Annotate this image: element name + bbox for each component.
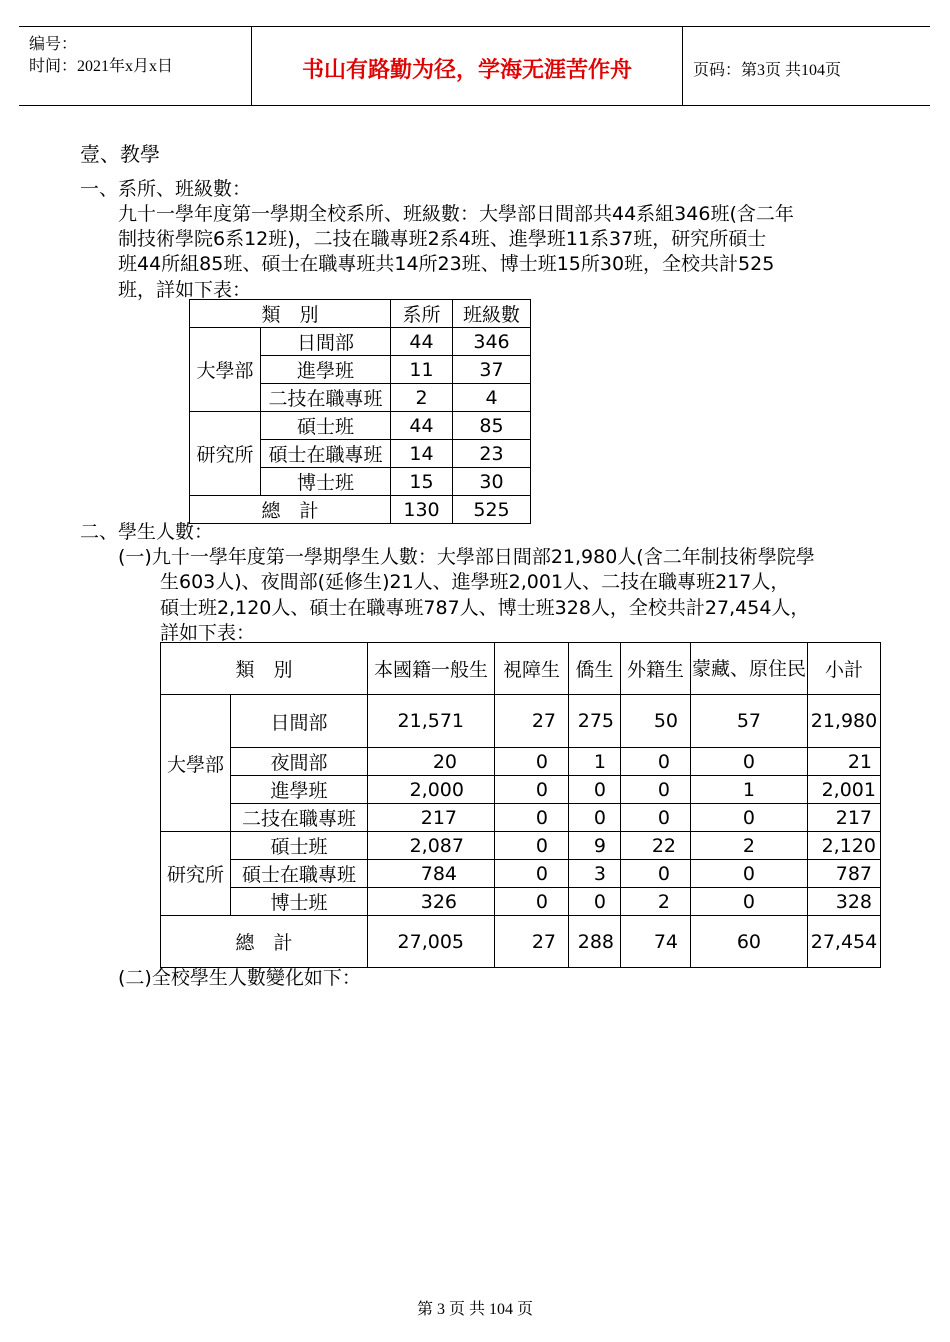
value-cell: 0 bbox=[495, 748, 569, 776]
value-cell: 0 bbox=[569, 804, 621, 832]
table-row bbox=[161, 748, 881, 776]
classes-cell: 23 bbox=[453, 440, 531, 468]
value-cell: 3 bbox=[569, 860, 621, 888]
value-cell: 2,000 bbox=[368, 776, 495, 804]
header-dept: 系所 bbox=[391, 300, 453, 328]
total-row bbox=[161, 916, 881, 968]
value-cell: 2,120 bbox=[808, 832, 881, 860]
total-dept: 130 bbox=[391, 496, 453, 524]
value-cell: 275 bbox=[569, 695, 621, 748]
table-header-row bbox=[161, 643, 881, 695]
value-cell: 217 bbox=[808, 804, 881, 832]
dept-cell: 44 bbox=[391, 328, 453, 356]
value-cell: 2 bbox=[691, 832, 808, 860]
s2-heading: 二、學生人數： bbox=[80, 521, 214, 543]
value-cell: 9 bbox=[569, 832, 621, 860]
s2-para-line: 詳如下表： bbox=[160, 622, 256, 644]
value-cell: 0 bbox=[691, 748, 808, 776]
s1-para-line: 九十一學年度第一學期全校系所、班級數：大學部日間部共44系組346班(含二年 bbox=[118, 203, 794, 225]
value-cell: 0 bbox=[691, 804, 808, 832]
value-cell: 2 bbox=[621, 888, 691, 916]
value-cell: 2,087 bbox=[368, 832, 495, 860]
table-row bbox=[161, 804, 881, 832]
s1-heading: 一、系所、班級數： bbox=[80, 178, 252, 200]
s1-para-line: 班44所組85班、碩士在職專班共14所23班、博士班15所30班，全校共計525 bbox=[118, 253, 775, 275]
header-classes: 班級數 bbox=[453, 300, 531, 328]
row-label: 日間部 bbox=[231, 695, 368, 748]
row-label: 日間部 bbox=[261, 328, 391, 356]
table-row bbox=[190, 328, 531, 356]
group-label: 大學部 bbox=[190, 328, 261, 412]
value-cell: 0 bbox=[495, 776, 569, 804]
page-header bbox=[19, 26, 930, 106]
dept-cell: 15 bbox=[391, 468, 453, 496]
total-cell: 27 bbox=[495, 916, 569, 968]
row-label: 二技在職專班 bbox=[231, 804, 368, 832]
header-col: 蒙藏、原住民 bbox=[691, 643, 808, 695]
s2-para-line: (一)九十一學年度第一學期學生人數：大學部日間部21,980人(含二年制技術學院學 bbox=[118, 546, 815, 568]
value-cell: 0 bbox=[691, 888, 808, 916]
value-cell: 0 bbox=[621, 804, 691, 832]
total-cell: 288 bbox=[569, 916, 621, 968]
classes-cell: 85 bbox=[453, 412, 531, 440]
header-col: 本國籍一般生 bbox=[368, 643, 495, 695]
value-cell: 0 bbox=[495, 832, 569, 860]
total-cell: 60 bbox=[691, 916, 808, 968]
value-cell: 0 bbox=[691, 860, 808, 888]
table-row bbox=[161, 695, 881, 748]
header-category: 類 別 bbox=[161, 643, 368, 695]
value-cell: 1 bbox=[569, 748, 621, 776]
value-cell: 0 bbox=[569, 888, 621, 916]
time-label: 时间：2021年x月x日 bbox=[29, 58, 174, 75]
section-title: 壹、教學 bbox=[80, 142, 160, 166]
header-center-cell bbox=[252, 27, 683, 105]
row-label: 碩士班 bbox=[231, 832, 368, 860]
row-label: 碩士在職專班 bbox=[231, 860, 368, 888]
value-cell: 57 bbox=[691, 695, 808, 748]
value-cell: 2,001 bbox=[808, 776, 881, 804]
dept-cell: 44 bbox=[391, 412, 453, 440]
motto: 书山有路勤为径，学海无涯苦作舟 bbox=[301, 57, 632, 83]
value-cell: 0 bbox=[621, 860, 691, 888]
header-col: 外籍生 bbox=[621, 643, 691, 695]
value-cell: 21,571 bbox=[368, 695, 495, 748]
value-cell: 326 bbox=[368, 888, 495, 916]
row-label: 二技在職專班 bbox=[261, 384, 391, 412]
dept-cell: 2 bbox=[391, 384, 453, 412]
header-left-cell bbox=[19, 27, 252, 105]
group-label: 研究所 bbox=[190, 412, 261, 496]
value-cell: 20 bbox=[368, 748, 495, 776]
classes-cell: 346 bbox=[453, 328, 531, 356]
page-footer: 第 3 页 共 104 页 bbox=[416, 1301, 533, 1318]
value-cell: 0 bbox=[621, 776, 691, 804]
s2-para-line: 生603人)、夜間部(延修生)21人、進學班2,001人、二技在職專班217人， bbox=[160, 571, 790, 593]
table-row bbox=[161, 776, 881, 804]
dept-cell: 11 bbox=[391, 356, 453, 384]
header-category: 類 別 bbox=[190, 300, 391, 328]
value-cell: 1 bbox=[691, 776, 808, 804]
total-label: 總 計 bbox=[161, 916, 368, 968]
s2-para-line: 碩士班2,120人、碩士在職專班787人、博士班328人，全校共計27,454人， bbox=[160, 597, 810, 619]
classes-cell: 4 bbox=[453, 384, 531, 412]
total-cell: 27,454 bbox=[808, 916, 881, 968]
value-cell: 0 bbox=[495, 888, 569, 916]
header-col: 視障生 bbox=[495, 643, 569, 695]
dept-cell: 14 bbox=[391, 440, 453, 468]
table-row bbox=[161, 832, 881, 860]
value-cell: 0 bbox=[495, 804, 569, 832]
group-label: 大學部 bbox=[161, 695, 231, 832]
header-col: 小計 bbox=[808, 643, 881, 695]
value-cell: 27 bbox=[495, 695, 569, 748]
page-info: 页码：第3页 共104页 bbox=[693, 62, 842, 79]
student-count-table bbox=[160, 642, 881, 968]
table-row bbox=[190, 412, 531, 440]
row-label: 碩士班 bbox=[261, 412, 391, 440]
classes-cell: 37 bbox=[453, 356, 531, 384]
total-cell: 74 bbox=[621, 916, 691, 968]
value-cell: 787 bbox=[808, 860, 881, 888]
value-cell: 21 bbox=[808, 748, 881, 776]
s2-sub2: (二)全校學生人數變化如下： bbox=[118, 967, 361, 989]
row-label: 進學班 bbox=[261, 356, 391, 384]
value-cell: 784 bbox=[368, 860, 495, 888]
value-cell: 21,980 bbox=[808, 695, 881, 748]
value-cell: 22 bbox=[621, 832, 691, 860]
s1-para-line: 制技術學院6系12班)，二技在職專班2系4班、進學班11系37班，研究所碩士 bbox=[118, 228, 767, 250]
value-cell: 217 bbox=[368, 804, 495, 832]
value-cell: 0 bbox=[495, 860, 569, 888]
row-label: 夜間部 bbox=[231, 748, 368, 776]
number-label: 编号： bbox=[29, 36, 78, 53]
class-count-table bbox=[189, 299, 531, 524]
s1-para-line: 班，詳如下表： bbox=[118, 279, 252, 301]
row-label: 博士班 bbox=[261, 468, 391, 496]
group-label: 研究所 bbox=[161, 832, 231, 916]
header-col: 僑生 bbox=[569, 643, 621, 695]
total-classes: 525 bbox=[453, 496, 531, 524]
row-label: 博士班 bbox=[231, 888, 368, 916]
row-label: 進學班 bbox=[231, 776, 368, 804]
classes-cell: 30 bbox=[453, 468, 531, 496]
total-cell: 27,005 bbox=[368, 916, 495, 968]
table-header-row bbox=[190, 300, 531, 328]
value-cell: 0 bbox=[569, 776, 621, 804]
value-cell: 0 bbox=[621, 748, 691, 776]
header-right-cell bbox=[683, 27, 930, 105]
table-row bbox=[161, 888, 881, 916]
total-label: 總 計 bbox=[190, 496, 391, 524]
value-cell: 328 bbox=[808, 888, 881, 916]
table-row bbox=[161, 860, 881, 888]
total-row bbox=[190, 496, 531, 524]
value-cell: 50 bbox=[621, 695, 691, 748]
row-label: 碩士在職專班 bbox=[261, 440, 391, 468]
